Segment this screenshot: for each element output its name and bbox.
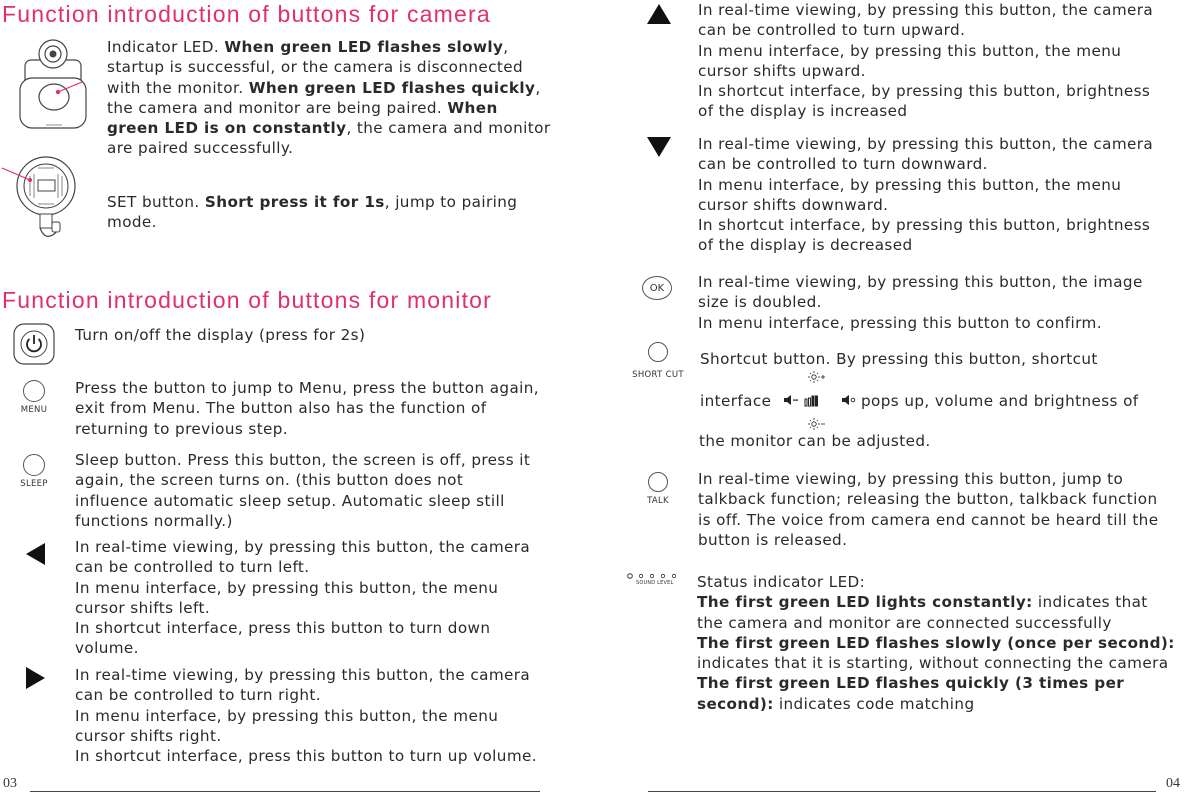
page-number-right: 04 [1166, 776, 1180, 791]
up-arrow-button[interactable] [647, 4, 671, 24]
page-number-left: 03 [3, 776, 17, 791]
down-arrow-button[interactable] [647, 137, 671, 157]
right-arrow-text: In real-time viewing, by pressing this button, the camera can be controlled to turn right. In menu interface, by pressing this button, the menu cursor shifts right. In shortcut interface, press this button to turn up volume. [75, 666, 537, 766]
ok-text: In real-time viewing, by pressing this button, the image size is doubled. In menu interface, pressing this button to confirm. [698, 273, 1143, 332]
camera-buttons-heading: Function introduction of buttons for camera [2, 1, 491, 27]
sound-level-label: SOUND LEVEL [636, 580, 674, 586]
shortcut-button-label: SHORT CUT [632, 370, 684, 380]
shortcut-text-line1: Shortcut button. By pressing this button, shortcut [700, 350, 1098, 368]
camera-back-illustration [0, 156, 84, 242]
monitor-buttons-heading: Function introduction of buttons for monitor [2, 287, 493, 313]
shortcut-interface-graphic [780, 368, 858, 432]
shortcut-button[interactable] [648, 342, 668, 362]
menu-button-label: MENU [20, 405, 48, 415]
status-led-text: Status indicator LED: The first green LED lights constantly: indicates that the camera and monitor are connected successfully The first green LED flashes slowly (once per second): indicates that it is starting, without connecting the camera The first green LED flashes quickly (3 times per second): indicates code matching [697, 573, 1175, 713]
up-arrow-text: In real-time viewing, by pressing this button, the camera can be controlled to turn upward. In menu interface, by pressing this button, the menu cursor shifts upward. In shortcut interface, by pressing this button, brightness of the display is increased [698, 1, 1154, 121]
shortcut-text-line3: the monitor can be adjusted. [699, 432, 931, 450]
sleep-text: Sleep button. Press this button, the screen is off, press it again, the screen turns on. (this button does not influence automatic sleep setup. Automatic sleep still functions normally.) [75, 451, 531, 530]
talk-button[interactable] [648, 472, 668, 492]
brightness-down-icon [808, 418, 825, 430]
volume-up-icon [842, 395, 855, 405]
shortcut-text-line2b: pops up, volume and brightness of [861, 392, 1139, 410]
menu-button[interactable] [23, 380, 45, 402]
power-text: Turn on/off the display (press for 2s) [75, 326, 366, 344]
talk-button-label: TALK [647, 496, 669, 506]
camera-front-illustration [14, 36, 96, 132]
set-button-text: SET button. Short press it for 1s, jump to pairing mode. [107, 193, 518, 232]
footer-rule-right [648, 791, 1156, 792]
right-arrow-button[interactable] [26, 667, 45, 689]
down-arrow-text: In real-time viewing, by pressing this button, the camera can be controlled to turn downward. In menu interface, by pressing this button, the menu cursor shifts downward. In shortcut interface, by pressing this button, brightness of the display is decreased [698, 135, 1154, 255]
footer-rule-left [30, 791, 540, 792]
level-bars-icon [805, 396, 818, 406]
sleep-button-label: SLEEP [20, 479, 48, 489]
sleep-button[interactable] [23, 454, 45, 476]
left-arrow-text: In real-time viewing, by pressing this button, the camera can be controlled to turn left. In menu interface, by pressing this button, the menu cursor shifts left. In shortcut interface, press this button to turn down volume. [75, 538, 531, 658]
power-button[interactable] [13, 323, 55, 365]
menu-text: Press the button to jump to Menu, press the button again, exit from Menu. The button also has the function of returning to previous step. [75, 379, 540, 438]
ok-button[interactable]: OK [642, 276, 672, 300]
left-arrow-button[interactable] [26, 543, 45, 565]
talk-text: In real-time viewing, by pressing this button, jump to talkback function; releasing the button, talkback function is off. The voice from camera end cannot be heard till the button is released. [698, 470, 1159, 549]
shortcut-text-line2: interface [700, 392, 772, 410]
indicator-led-text: Indicator LED. When green LED flashes slowly, startup is successful, or the camera is disconnected with the monitor. When green LED flashes quickly, the camera and monitor are being paired. When green LED is on constantly, the camera and monitor are paired successfully. [107, 38, 551, 158]
volume-down-icon [784, 395, 798, 405]
brightness-up-icon [808, 371, 825, 383]
